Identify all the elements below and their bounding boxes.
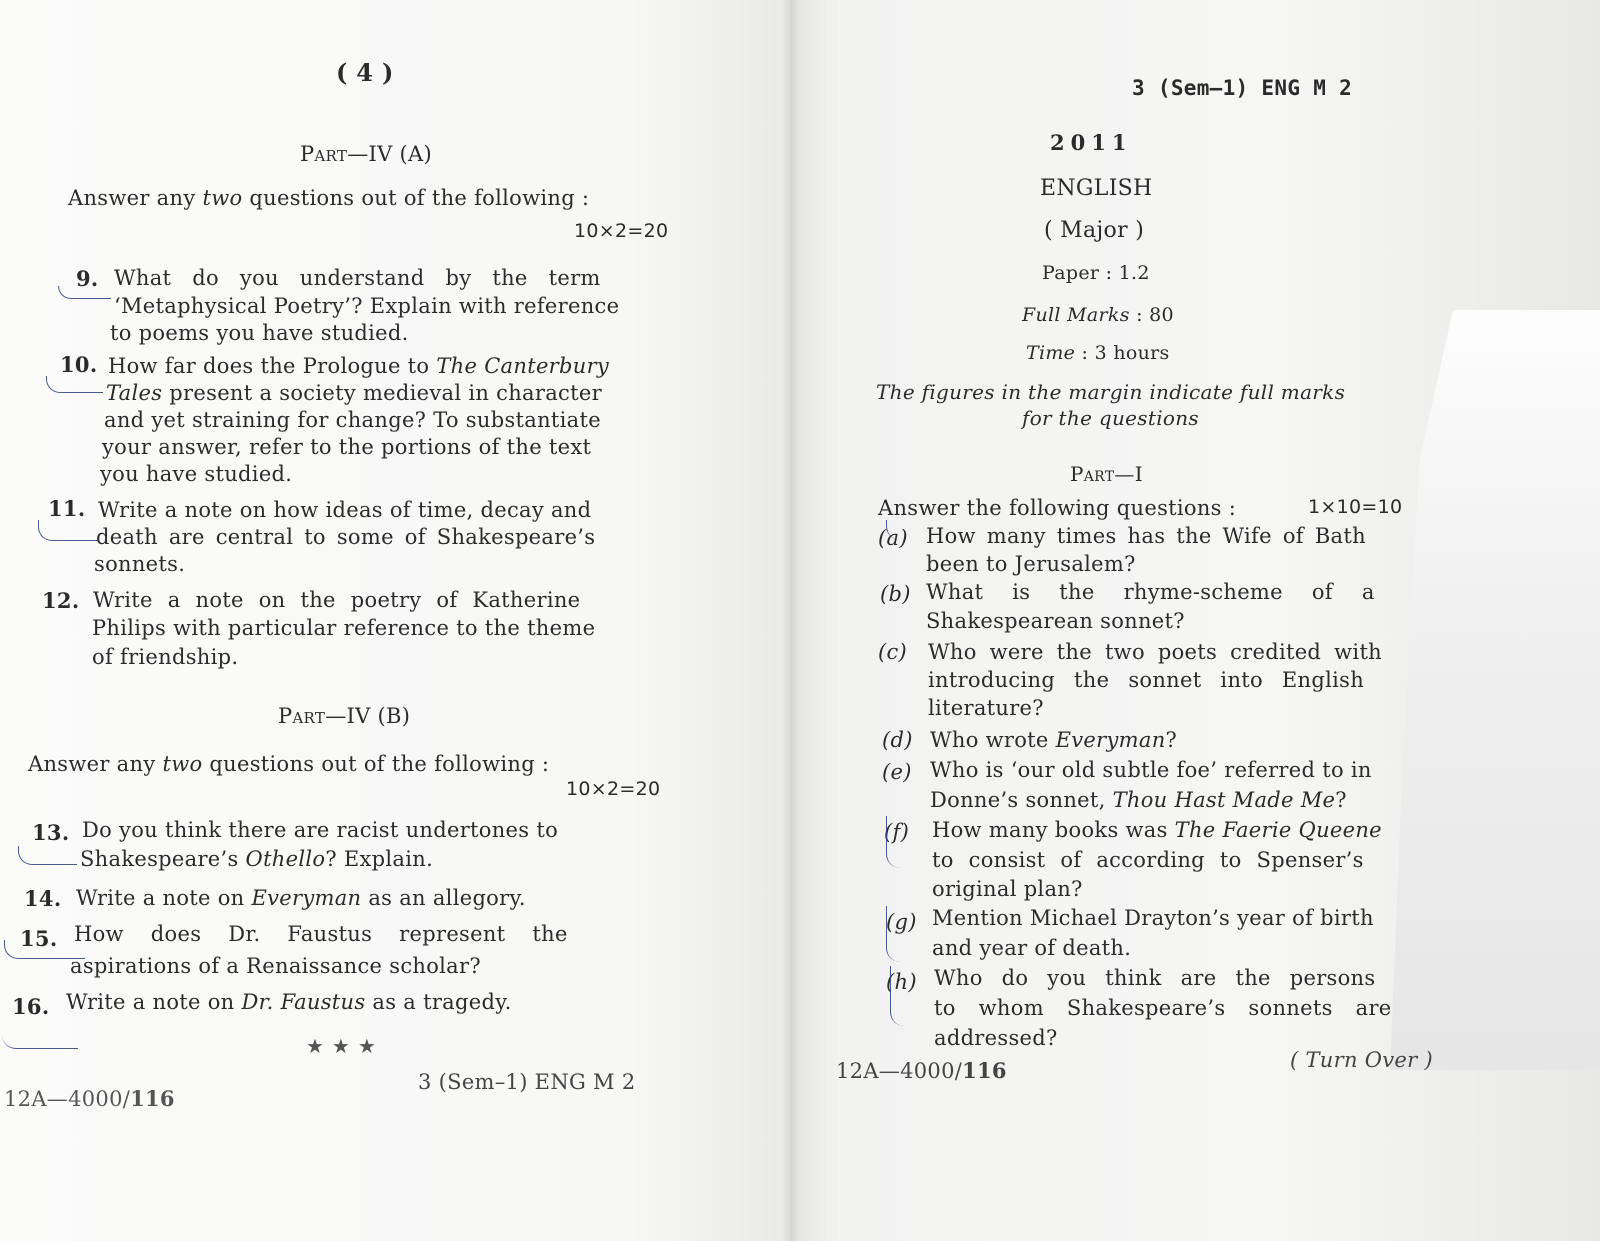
q9-line1: What do you understand by the term <box>114 266 601 290</box>
qb-line1: What is the rhyme-scheme of a <box>926 580 1375 604</box>
q10-number: 10. <box>60 352 98 377</box>
turn-over-note: ( Turn Over ) <box>1290 1048 1433 1072</box>
qe-line1: Who is ‘our old subtle foe’ referred to in <box>930 758 1372 782</box>
exam-year: 2011 <box>1050 130 1133 155</box>
q16-number: 16. <box>12 994 50 1019</box>
page-number: ( 4 ) <box>336 58 394 87</box>
pen-tick-mark <box>46 376 103 393</box>
q11-line1: Write a note on how ideas of time, decay and <box>98 498 592 522</box>
time-allowed: Time : 3 hours <box>1026 342 1170 364</box>
part-iv-b-marks: 10×2=20 <box>566 778 661 800</box>
q13-number: 13. <box>32 820 70 845</box>
qc-line1: Who were the two poets credited with <box>928 640 1383 664</box>
pen-tick-mark <box>886 816 927 868</box>
pen-tick-mark <box>58 286 111 299</box>
left-page <box>0 0 790 1241</box>
qb-line2: Shakespearean sonnet? <box>926 609 1185 633</box>
right-page <box>790 0 1600 1241</box>
q12-line3: of friendship. <box>92 645 239 669</box>
q9-line3: to poems you have studied. <box>110 321 409 345</box>
qh-line2: to whom Shakespeare’s sonnets are <box>934 996 1392 1020</box>
q10-line5: you have studied. <box>100 462 293 486</box>
margin-note-line2: for the questions <box>1022 406 1199 430</box>
q11-line2: death are central to some of Shakespeare’s <box>96 525 596 549</box>
part-iv-a-heading: Part—IV (A) <box>300 142 432 166</box>
q15-line1: How does Dr. Faustus represent the <box>74 922 568 946</box>
q9-line2: ‘Metaphysical Poetry’? Explain with reference <box>114 294 620 318</box>
qc-line3: literature? <box>928 696 1044 720</box>
qf-line2: to consist of according to Spenser’s <box>932 848 1364 872</box>
footer-paper-code: 3 (Sem–1) ENG M 2 <box>418 1070 636 1094</box>
pen-tick-mark <box>18 846 77 865</box>
q11-line3: sonnets. <box>94 552 186 576</box>
torn-paper-edge <box>1390 310 1600 1070</box>
paper-number: Paper : 1.2 <box>1042 262 1150 284</box>
pen-tick-mark <box>886 906 931 962</box>
qe-label: (e) <box>882 760 912 784</box>
pen-tick-mark <box>4 940 85 959</box>
q10-line4: your answer, refer to the portions of the text <box>102 435 592 459</box>
q10-line2: Tales present a society medieval in character <box>106 381 602 405</box>
part-i-instruction: Answer the following questions : <box>878 496 1237 520</box>
qa-label: (a) <box>878 526 908 550</box>
qf-line3: original plan? <box>932 877 1083 901</box>
q12-number: 12. <box>42 588 80 613</box>
margin-note-line1: The figures in the margin indicate full marks <box>876 380 1346 404</box>
qg-line1: Mention Michael Drayton’s year of birth <box>932 906 1374 930</box>
qc-line2: introducing the sonnet into English <box>928 668 1365 692</box>
q16-line1: Write a note on Dr. Faustus as a tragedy. <box>66 990 512 1014</box>
qg-line2: and year of death. <box>932 936 1132 960</box>
part-iv-a-marks: 10×2=20 <box>574 220 669 242</box>
q10-line1: How far does the Prologue to The Canterbury <box>108 354 610 378</box>
pen-tick-mark <box>890 966 935 1026</box>
q12-line1: Write a note on the poetry of Katherine <box>93 588 581 612</box>
q11-number: 11. <box>48 496 86 521</box>
qg-label: (g) <box>886 910 917 934</box>
qd-label: (d) <box>882 728 913 752</box>
qf-line1: How many books was The Faerie Queene <box>932 818 1382 842</box>
q13-line1: Do you think there are racist undertones to <box>82 818 559 842</box>
qa-line1: How many times has the Wife of Bath <box>926 524 1366 548</box>
pen-tick-mark <box>2 1026 78 1049</box>
end-stars: ★★★ <box>306 1034 384 1058</box>
qh-line3: addressed? <box>934 1026 1058 1050</box>
q13-line2: Shakespeare’s Othello? Explain. <box>80 847 434 871</box>
qh-line1: Who do you think are the persons <box>934 966 1376 990</box>
subject: ENGLISH <box>1040 176 1153 201</box>
part-iv-b-instruction: Answer any two questions out of the following : <box>28 752 550 776</box>
q15-number: 15. <box>20 926 58 951</box>
q15-line2: aspirations of a Renaissance scholar? <box>70 954 481 978</box>
qa-line2: been to Jerusalem? <box>926 552 1136 576</box>
q14-line1: Write a note on Everyman as an allegory. <box>76 886 526 910</box>
book-fold-shadow <box>782 0 800 1241</box>
qd-line1: Who wrote Everyman? <box>930 728 1178 752</box>
qb-label: (b) <box>880 582 911 606</box>
qh-label: (h) <box>886 970 917 994</box>
full-marks: Full Marks : 80 <box>1022 304 1174 326</box>
qf-label: (f) <box>884 820 910 844</box>
qc-label: (c) <box>878 640 908 664</box>
part-iv-b-heading: Part—IV (B) <box>278 704 411 728</box>
q9-number: 9. <box>76 266 99 291</box>
q14-number: 14. <box>24 886 62 911</box>
qe-line2: Donne’s sonnet, Thou Hast Made Me? <box>930 788 1347 812</box>
header-paper-code: 3 (Sem–1) ENG M 2 <box>1132 76 1353 100</box>
footer-code: 12A—4000/116 <box>4 1086 175 1111</box>
part-i-marks: 1×10=10 <box>1308 496 1403 518</box>
pen-tick-mark <box>38 520 99 541</box>
footer-code: 12A—4000/116 <box>836 1058 1007 1083</box>
paper-type: ( Major ) <box>1044 218 1145 243</box>
pen-tick-mark <box>886 520 927 540</box>
part-i-heading: Part—I <box>1070 462 1143 486</box>
part-iv-a-instruction: Answer any two questions out of the following : <box>68 186 590 210</box>
q12-line2: Philips with particular reference to the theme <box>92 616 596 640</box>
q10-line3: and yet straining for change? To substantiate <box>104 408 601 432</box>
